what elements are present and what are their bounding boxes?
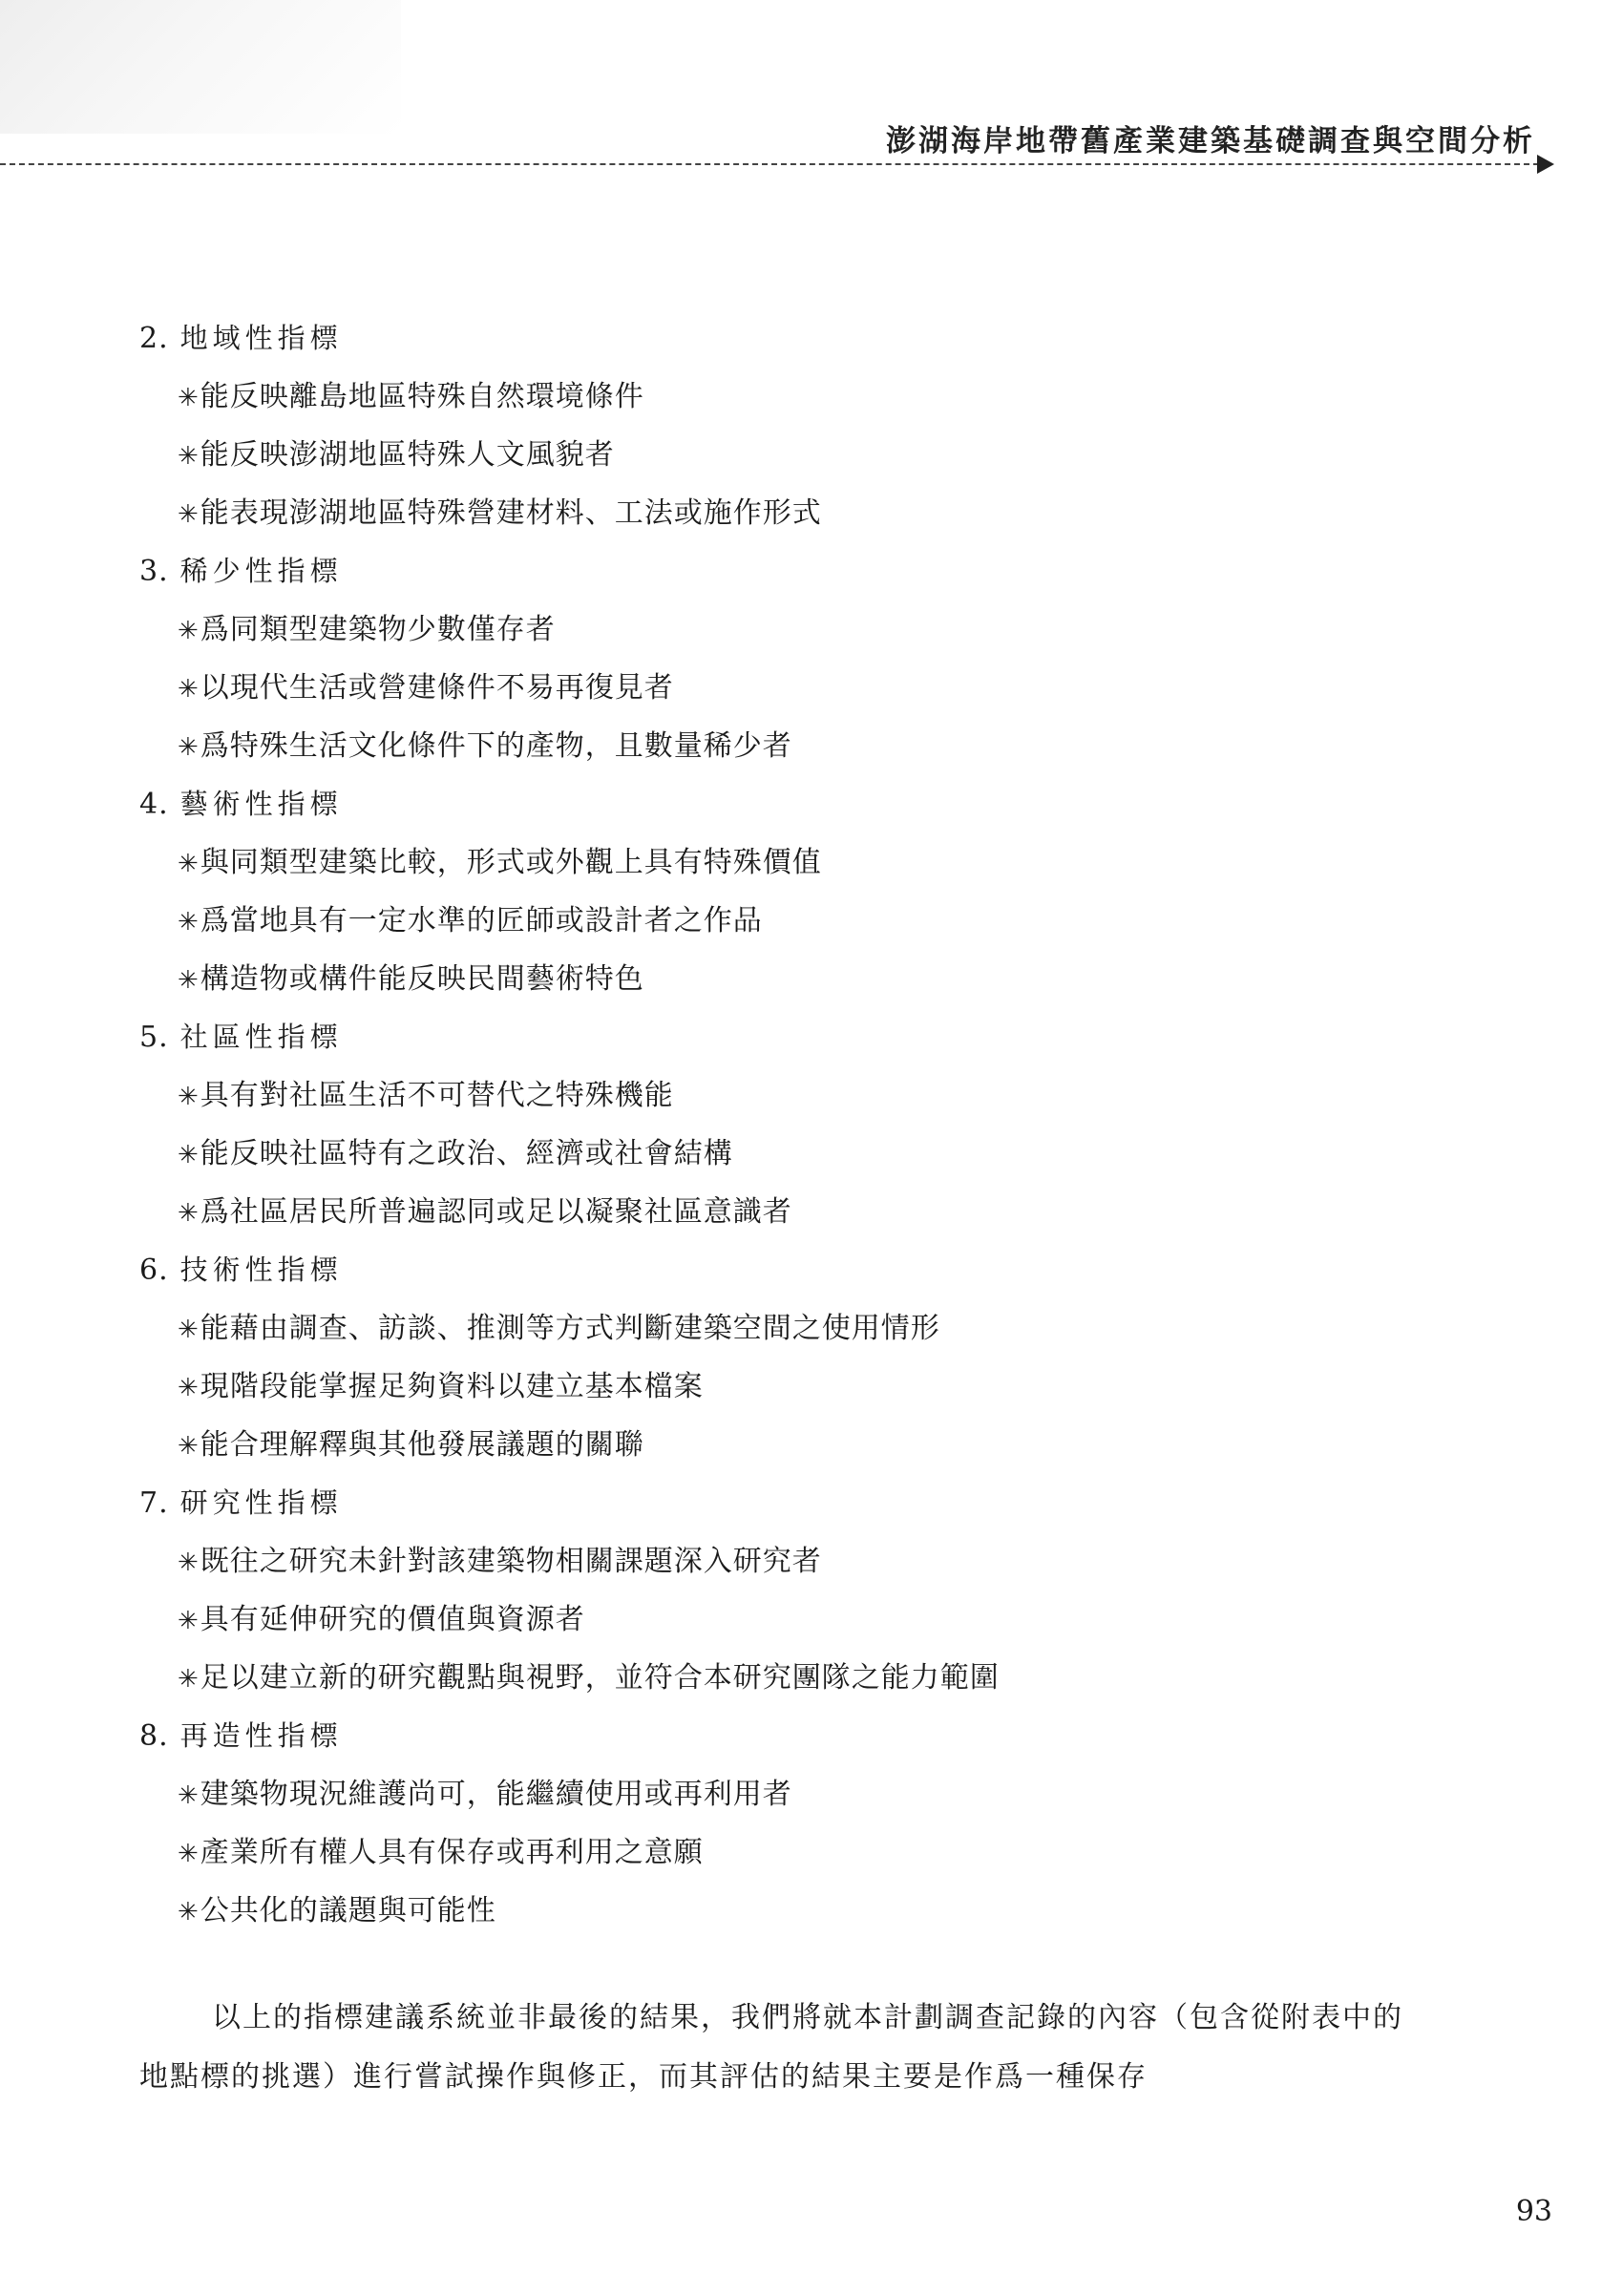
section-rarity <box>139 542 1457 775</box>
item-text: 與同類型建築比較，形式或外觀上具有特殊價值 <box>200 846 822 879</box>
section-title: 地域性指標 <box>179 322 343 354</box>
item-text: 能藉由調查、訪談、推測等方式判斷建築空間之使用情形 <box>200 1312 940 1345</box>
asterisk-bullet-icon: ✳ <box>178 500 199 529</box>
list-item <box>139 1358 1457 1416</box>
section-title: 技術性指標 <box>179 1253 343 1286</box>
section-research <box>139 1474 1457 1707</box>
item-text: 爲社區居民所普遍認同或足以凝聚社區意識者 <box>200 1195 792 1229</box>
asterisk-bullet-icon: ✳ <box>178 850 199 878</box>
asterisk-bullet-icon: ✳ <box>178 1898 199 1927</box>
list-item <box>139 1649 1457 1707</box>
list-item <box>139 368 1457 426</box>
section-number: 8. <box>139 1719 169 1753</box>
list-item <box>139 833 1457 892</box>
section-heading <box>139 542 1457 600</box>
asterisk-bullet-icon: ✳ <box>178 908 199 937</box>
list-item <box>139 1882 1457 1940</box>
header-dashed-rule <box>0 163 1539 165</box>
asterisk-bullet-icon: ✳ <box>178 1665 199 1694</box>
indicator-list <box>139 309 1457 1940</box>
item-text: 能反映澎湖地區特殊人文風貌者 <box>200 438 615 472</box>
list-item <box>139 717 1457 775</box>
section-artistic <box>139 775 1457 1008</box>
asterisk-bullet-icon: ✳ <box>178 1548 199 1577</box>
asterisk-bullet-icon: ✳ <box>178 1141 199 1169</box>
item-text: 爲當地具有一定水準的匠師或設計者之作品 <box>200 904 763 937</box>
section-number: 6. <box>139 1253 169 1287</box>
section-number: 2. <box>139 322 169 355</box>
list-item <box>139 892 1457 950</box>
item-text: 能反映社區特有之政治、經濟或社會結構 <box>200 1137 733 1170</box>
section-community <box>139 1008 1457 1241</box>
item-text: 以現代生活或營建條件不易再復見者 <box>200 671 674 705</box>
section-number: 7. <box>139 1486 169 1520</box>
section-number: 5. <box>139 1021 169 1054</box>
section-number: 3. <box>139 555 169 588</box>
section-heading <box>139 775 1457 833</box>
section-heading <box>139 1707 1457 1765</box>
list-item <box>139 1416 1457 1474</box>
item-text: 爲特殊生活文化條件下的產物，且數量稀少者 <box>200 729 792 763</box>
list-item <box>139 1183 1457 1241</box>
asterisk-bullet-icon: ✳ <box>178 1199 199 1228</box>
asterisk-bullet-icon: ✳ <box>178 733 199 762</box>
section-title: 社區性指標 <box>179 1021 343 1053</box>
list-item <box>139 1066 1457 1125</box>
page-number: 93 <box>1515 2195 1552 2228</box>
item-text: 現階段能掌握足夠資料以建立基本檔案 <box>200 1370 704 1403</box>
list-item <box>139 600 1457 659</box>
asterisk-bullet-icon: ✳ <box>178 1781 199 1810</box>
item-text: 能合理解釋與其他發展議題的關聯 <box>200 1428 644 1462</box>
asterisk-bullet-icon: ✳ <box>178 384 199 412</box>
item-text: 爲同類型建築物少數僅存者 <box>200 613 556 646</box>
asterisk-bullet-icon: ✳ <box>178 966 199 995</box>
section-heading <box>139 309 1457 368</box>
page-corner-shading <box>0 0 401 134</box>
section-title: 再造性指標 <box>179 1719 343 1752</box>
list-item <box>139 659 1457 717</box>
body-paragraph: 以上的指標建議系統並非最後的結果，我們將就本計劃調查記錄的內容（包含從附表中的地點標的挑選）進行嘗試操作與修正，而其評估的結果主要是作爲一種保存 <box>139 2001 1403 2094</box>
asterisk-bullet-icon: ✳ <box>178 1432 199 1461</box>
section-regional <box>139 309 1457 542</box>
item-text: 足以建立新的研究觀點與視野，並符合本研究團隊之能力範圍 <box>200 1661 1000 1695</box>
item-text: 公共化的議題與可能性 <box>200 1894 496 1927</box>
section-technical <box>139 1241 1457 1474</box>
list-item <box>139 1125 1457 1183</box>
list-item <box>139 1823 1457 1882</box>
list-item <box>139 484 1457 542</box>
item-text: 能表現澎湖地區特殊營建材料、工法或施作形式 <box>200 496 822 530</box>
list-item <box>139 950 1457 1008</box>
asterisk-bullet-icon: ✳ <box>178 1840 199 1868</box>
asterisk-bullet-icon: ✳ <box>178 442 199 471</box>
asterisk-bullet-icon: ✳ <box>178 675 199 704</box>
section-heading <box>139 1241 1457 1299</box>
section-title: 稀少性指標 <box>179 555 343 587</box>
list-item <box>139 1532 1457 1590</box>
item-text: 具有延伸研究的價值與資源者 <box>200 1603 585 1636</box>
asterisk-bullet-icon: ✳ <box>178 617 199 645</box>
section-reuse <box>139 1707 1457 1940</box>
asterisk-bullet-icon: ✳ <box>178 1374 199 1402</box>
header-arrow-icon <box>1537 155 1554 174</box>
item-text: 具有對社區生活不可替代之特殊機能 <box>200 1079 674 1112</box>
item-text: 產業所有權人具有保存或再利用之意願 <box>200 1836 704 1869</box>
item-text: 既往之研究未針對該建築物相關課題深入研究者 <box>200 1545 822 1578</box>
asterisk-bullet-icon: ✳ <box>178 1607 199 1635</box>
section-title: 藝術性指標 <box>179 788 343 820</box>
section-number: 4. <box>139 788 169 821</box>
list-item <box>139 1299 1457 1358</box>
section-heading <box>139 1474 1457 1532</box>
running-header-title: 澎湖海岸地帶舊產業建築基礎調查與空間分析 <box>886 124 1535 158</box>
section-title: 研究性指標 <box>179 1486 343 1519</box>
section-heading <box>139 1008 1457 1066</box>
item-text: 能反映離島地區特殊自然環境條件 <box>200 380 644 413</box>
list-item <box>139 1590 1457 1649</box>
list-item <box>139 1765 1457 1823</box>
item-text: 建築物現況維護尚可，能繼續使用或再利用者 <box>200 1778 792 1811</box>
item-text: 構造物或構件能反映民間藝術特色 <box>200 962 644 996</box>
asterisk-bullet-icon: ✳ <box>178 1083 199 1111</box>
asterisk-bullet-icon: ✳ <box>178 1316 199 1344</box>
list-item <box>139 426 1457 484</box>
